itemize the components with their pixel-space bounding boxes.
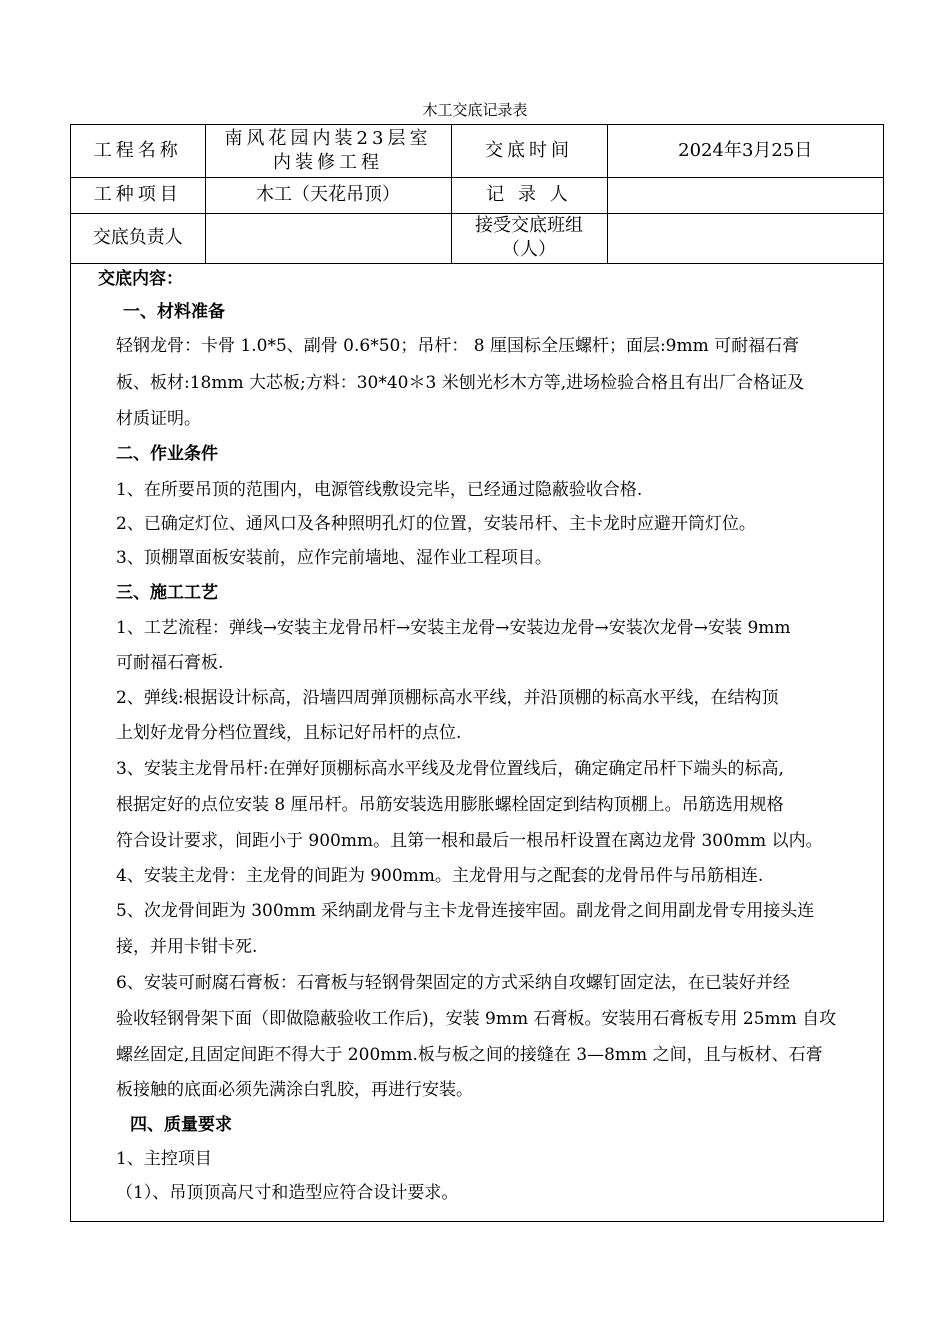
date-label: 交底时间 xyxy=(451,125,607,177)
list-item: 1、主控项目 xyxy=(116,1149,212,1169)
lead-label: 交底负责人 xyxy=(71,213,205,263)
list-item: 1、在所要吊顶的范围内，电源管线敷设完毕，已经通过隐蔽验收合格. xyxy=(116,480,643,500)
list-item: 根据定好的点位安装 8 厘吊杆。吊筋安装选用膨胀螺栓固定到结构顶棚上。吊筋选用规格 xyxy=(116,795,784,815)
list-item: 可耐福石膏板. xyxy=(116,653,224,673)
document-title: 木工交底记录表 xyxy=(422,101,528,119)
list-item: 接，并用卡钳卡死. xyxy=(116,937,258,957)
list-item: 螺丝固定,且固定间距不得大于 200mm.板与板之间的接缝在 3—8mm 之间，且与板材、石膏 xyxy=(116,1045,823,1065)
header-row-lead xyxy=(71,213,883,263)
paragraph-line: 材质证明。 xyxy=(116,409,201,429)
list-item: 符合设计要求，间距小于 900mm。且第一根和最后一根吊杆设置在离边龙骨 300mm 以内。 xyxy=(116,831,823,851)
team-label-line1: 接受交底班组 xyxy=(475,215,583,236)
list-item: 上划好龙骨分档位置线，且标记好吊杆的点位. xyxy=(116,723,462,743)
work-type-value: 木工（天花吊顶） xyxy=(205,177,451,213)
team-label-line2: （人） xyxy=(502,239,556,260)
list-item: 3、安装主龙骨吊杆:在弹好顶棚标高水平线及龙骨位置线后，确定确定吊杆下端头的标高, xyxy=(116,759,784,779)
team-label xyxy=(451,213,607,263)
list-item: 5、次龙骨间距为 300mm 采纳副龙骨与主卡龙骨连接牢固。副龙骨之间用副龙骨专用接头连 xyxy=(116,901,815,921)
header-row-work-type xyxy=(71,177,883,213)
work-type-label: 工种项目 xyxy=(71,177,205,213)
record-form xyxy=(70,124,884,1222)
section-title-conditions: 二、作业条件 xyxy=(116,444,218,464)
date-value: 2024年3月25日 xyxy=(607,125,883,177)
header-row-project xyxy=(71,125,883,177)
paragraph-line: 板、板材:18mm 大芯板;方料：30*40＊3 米刨光杉木方等,进场检验合格且有出厂合格证及 xyxy=(116,373,805,393)
list-item: 1、工艺流程：弹线→安装主龙骨吊杆→安装主龙骨→安装边龙骨→安装次龙骨→安装 9mm xyxy=(116,618,791,638)
list-item: 2、弹线:根据设计标高，沿墙四周弹顶棚标高水平线，并沿顶棚的标高水平线，在结构顶 xyxy=(116,688,779,708)
recorder-label: 记 录 人 xyxy=(451,177,607,213)
list-item: 4、安装主龙骨：主龙骨的间距为 900mm。主龙骨用与之配套的龙骨吊件与吊筋相连. xyxy=(116,866,764,886)
header-table xyxy=(71,125,883,264)
list-item: 3、顶棚罩面板安装前，应作完前墙地、湿作业工程项目。 xyxy=(116,548,552,568)
project-name-line2: 内装修工程 xyxy=(273,151,383,173)
lead-value[interactable] xyxy=(205,213,451,263)
section-title-process: 三、施工工艺 xyxy=(116,583,218,603)
list-item: 6、安装可耐腐石膏板：石膏板与轻钢骨架固定的方式采纳自攻螺钉固定法，在已装好并经 xyxy=(116,973,790,993)
project-name-value xyxy=(205,125,451,177)
section-title-quality: 四、质量要求 xyxy=(130,1115,232,1135)
list-item: 板接触的底面必须先满涂白乳胶，再进行安装。 xyxy=(116,1080,473,1100)
project-name-label: 工程名称 xyxy=(71,125,205,177)
list-item: 验收轻钢骨架下面（即做隐蔽验收工作后)，安装 9mm 石膏板。安装用石膏板专用 25mm 自攻 xyxy=(116,1009,837,1029)
list-item: （1）、吊顶顶高尺寸和造型应符合设计要求。 xyxy=(116,1183,459,1203)
team-value[interactable] xyxy=(607,213,883,263)
paragraph-line: 轻钢龙骨：卡骨 1.0*5、副骨 0.6*50；吊杆： 8 厘国标全压螺杆；面层:9mm 可耐福石膏 xyxy=(116,336,800,356)
section-title-materials: 一、材料准备 xyxy=(123,302,225,322)
project-name-line1: 南风花园内装23层室 xyxy=(224,127,432,149)
recorder-value[interactable] xyxy=(607,177,883,213)
list-item: 2、已确定灯位、通风口及各种照明孔灯的位置，安装吊杆、主卡龙时应避开筒灯位。 xyxy=(116,514,756,534)
content-heading: 交底内容： xyxy=(98,269,183,289)
